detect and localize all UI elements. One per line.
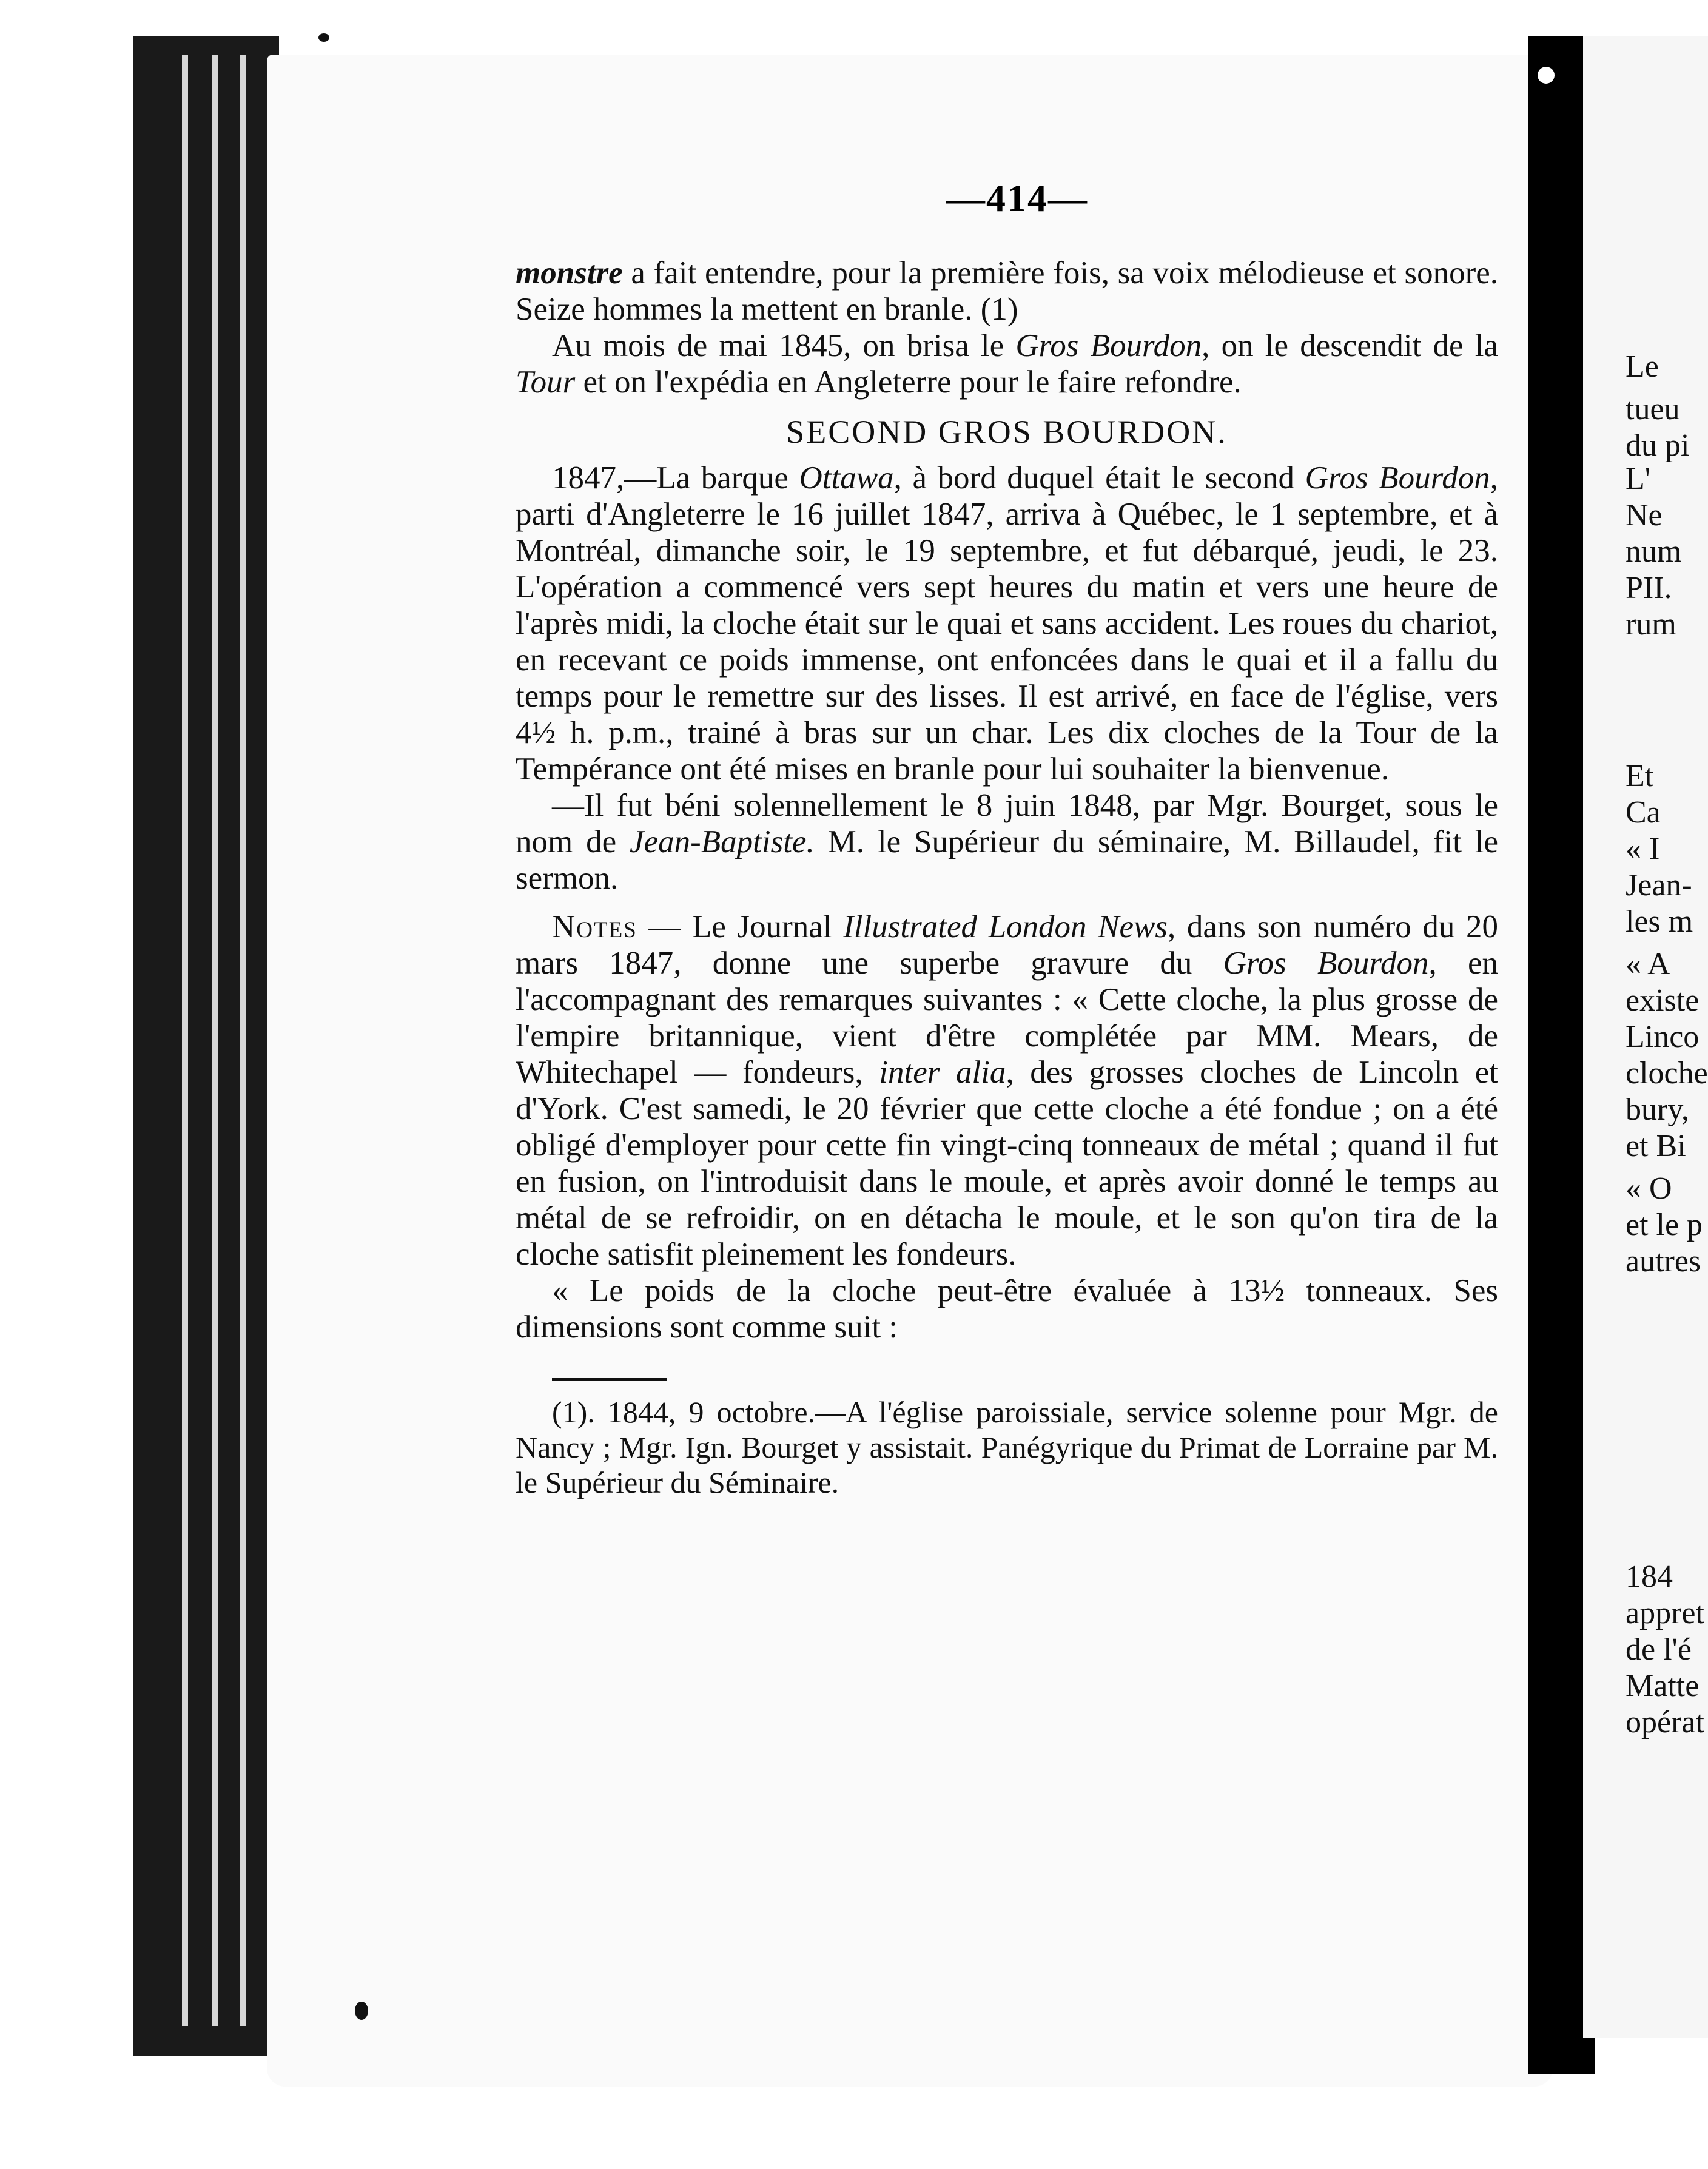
paragraph-text: 1847,—La barque	[552, 460, 799, 496]
notes-paragraph	[516, 909, 1498, 1273]
next-page-line: Jean-	[1626, 868, 1692, 903]
footnote-rule	[552, 1378, 667, 1381]
baptism-name: Jean-Baptiste.	[630, 824, 815, 859]
next-page-line: cloche	[1626, 1056, 1708, 1091]
next-page-line: Le	[1626, 349, 1659, 384]
paragraph-text: , on le descendit de la	[1202, 328, 1499, 363]
next-page-line: num	[1626, 534, 1682, 569]
next-page-line: PII.	[1626, 571, 1672, 605]
paragraph-text: et on l'expédia en Angleterre pour le faire refondre.	[575, 365, 1242, 400]
section-heading: SECOND GROS BOURDON.	[786, 414, 1228, 450]
book-page-edges	[133, 36, 279, 2056]
paragraph-text: —Il fut béni solennellement le 8 juin 1848, par Mgr. Bourget, sous le nom de	[516, 788, 1498, 859]
paragraph-text: , parti d'Angleterre le 16 juillet 1847, arriva à Québec, le 1 septembre, et à Montréal, dimanche soir, le 19 septembre, et fut débarqué, jeudi, le 23. L'opération a commencé vers sept heures du matin et vers une heure de l'après midi, la cloche était sur le quai et sans accident. Les roues du chariot, en recevant ce poids immense, ont enfoncées dans le quai et il a fallu du temps pour le remettre sur des lisses. Il est arrivé, en face de l'église, vers 4½ h. p.m., trainé à bras sur un char. Les dix cloches de la Tour de la Tempérance ont été mises en branle pour lui souhaiter la bienvenue.	[516, 460, 1498, 787]
bell-name: Gros Bourdon	[1223, 946, 1429, 981]
ship-name: Ottawa	[799, 460, 894, 496]
next-page-line: rum	[1626, 607, 1676, 642]
paragraph-text: — Le Journal	[637, 909, 844, 944]
paragraph-text: Au mois de mai 1845, on brisa le	[552, 328, 1016, 363]
next-page-line: Ne	[1626, 498, 1663, 533]
ink-speck	[318, 33, 329, 42]
next-page-line: Matte	[1626, 1669, 1700, 1703]
hole-mark	[1538, 67, 1555, 84]
paragraph-text: , en l'accompagnant des remarques suivantes : « Cette cloche, la plus grosse de l'empire britannique, vient d'être complétée par MM. Mears, de Whitechapel — fondeurs,	[516, 946, 1499, 1090]
next-page-line: et le p	[1626, 1208, 1703, 1242]
paragraph-1	[516, 255, 1498, 328]
bell-name: Gros Bourdon	[1305, 460, 1490, 496]
page-text	[516, 255, 1498, 1500]
ink-speck	[355, 2002, 368, 2020]
page-edge-line	[212, 55, 218, 2026]
page-edge-line	[182, 55, 188, 2026]
journal-name: Illustrated London News	[843, 909, 1168, 944]
next-page-line: 184	[1626, 1559, 1673, 1594]
paragraph-text: a fait entendre, pour la première fois, sa voix mélodieuse et sonore. Seize hommes la mettent en branle. (1)	[516, 255, 1498, 327]
paragraph-2	[516, 328, 1498, 400]
paragraph-text: , à bord duquel était le second	[893, 460, 1305, 496]
next-page-line: autres	[1626, 1244, 1701, 1279]
next-page-line: « O	[1626, 1171, 1672, 1206]
footnote: (1). 1844, 9 octobre.—A l'église paroissiale, service solenne pour Mgr. de Nancy ; Mgr. Ign. Bourget y assistait. Panégyrique du Primat de Lorraine par M. le Supérieur du Séminaire.	[516, 1395, 1498, 1499]
next-page-line: de l'é	[1626, 1632, 1692, 1667]
next-page-line: Ca	[1626, 795, 1661, 830]
quote-paragraph: « Le poids de la cloche peut-être évaluée à 13½ tonneaux. Ses dimensions sont comme suit :	[516, 1273, 1498, 1345]
paragraph-text: M. le Supérieur du séminaire, M. Billaudel, fit le sermon.	[516, 824, 1498, 896]
page-number: —414—	[946, 177, 1088, 220]
italic-term: Tour	[516, 365, 576, 400]
next-page-line: Et	[1626, 759, 1654, 793]
next-page-line: les m	[1626, 904, 1693, 939]
next-page-line: et Bi	[1626, 1129, 1686, 1163]
paragraph-4	[516, 787, 1498, 896]
next-page-line: Linco	[1626, 1020, 1700, 1054]
next-page-line: du pi	[1626, 428, 1690, 463]
next-page-line: L'	[1626, 462, 1651, 496]
paragraph-3	[516, 460, 1498, 787]
paragraph-text: , des grosses cloches de Lincoln et d'York. C'est samedi, le 20 février que cette cloche a été fondue ; on a été obligé d'employer pour cette fin vingt-cinq tonneaux de métal ; quand il fut en fusion, on l'introduisit dans le moule, et après avoir donné le temps au métal de se refroidir, on en détacha le moule, et le son qu'on tira de la cloche satisfit pleinement les fondeurs.	[516, 1055, 1498, 1272]
italic-word: monstre	[516, 255, 623, 291]
page-edge-line	[240, 55, 246, 2026]
notes-label: Notes	[552, 909, 637, 944]
next-page-line: « A	[1626, 947, 1670, 981]
next-page-line: opérat	[1626, 1705, 1704, 1740]
next-page-line: tueu	[1626, 392, 1680, 426]
paragraph-text: , dans son numéro du 20 mars 1847, donne une superbe gravure du	[516, 909, 1498, 981]
latin-phrase: inter alia	[879, 1055, 1006, 1090]
next-page-line: « I	[1626, 832, 1660, 866]
next-page-line: appret	[1626, 1596, 1704, 1630]
italic-term: Gros Bourdon	[1015, 328, 1202, 363]
next-page-line: bury,	[1626, 1092, 1689, 1127]
next-page-line: existe	[1626, 983, 1700, 1018]
